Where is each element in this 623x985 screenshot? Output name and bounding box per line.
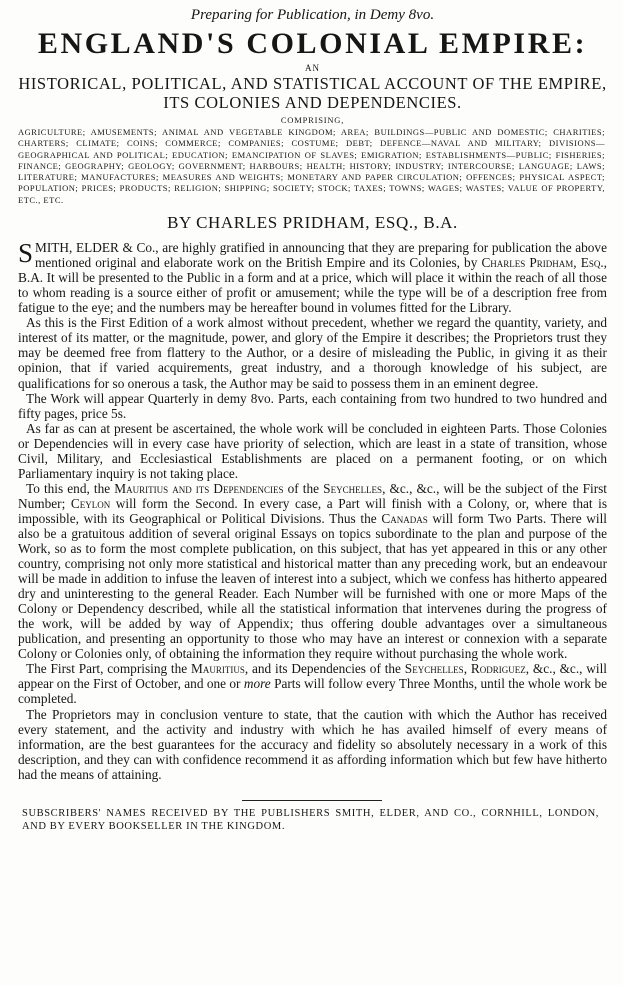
author-name: Charles Pridham, Esq.	[481, 255, 604, 271]
paragraph-6	[18, 661, 607, 706]
p5-text-e: will form Two Parts. There will also be a gratuitous addition of several original Essays on topics subordinate to the plan and purpose of the Work, so as to form the most complete publication, on this subject, that has yet appeared in this or any other country, comprising not only more statistical and historical matter than any preceding work, but an endeavour will be made in addition to infuse the leaven of interest into a subject, which we confess has hitherto appeared dry and uninteresting to the general Reader. Each Number will be furnished with one or more Maps of the Colony or Dependency described, while all the statistical information that intervenes during the progress of the work, will be added by way of Appendix; thus offering double advantages over a simultaneous publication, and presenting an opportunity to those who may have an interest or connexion with a separate Colony or Colonies only, of obtaining the information they require without purchasing the whole work.	[18, 510, 607, 662]
p5-canadas: Canadas	[381, 510, 428, 526]
comprising-line: COMPRISING,	[280, 115, 345, 125]
header	[18, 6, 607, 126]
author-line: BY CHARLES PRIDHAM, ESQ., B.A.	[167, 213, 458, 233]
p6-mauritius: Mauritius	[191, 661, 245, 677]
p5-text-d: will form the Second. In every case, a Part will finish with a Colony, or, where that is impossible, with its Geographical or Political Divisions. Thus the	[18, 495, 607, 526]
p6-rodriguez: Rodriguez	[470, 661, 526, 677]
paragraph-5	[18, 481, 607, 662]
p6-more: more	[243, 676, 271, 692]
p6-text-c: ,	[463, 661, 471, 677]
paragraph-2: As this is the First Edition of a work almost without precedent, whether we regard the quantity, variety, and interest of its matter, or the magnitude, power, and glory of the Empire it describes; the Proprietors trust they may be deemed free from flattery to the Author, or a desire of misleading the Public, in giving it as their opinion, that if varied acquirements, great industry, and a thorough knowledge of his subject, are qualifications for so onerous a task, the Author may be said to possess them in an eminent degree.	[18, 315, 607, 391]
paragraph-3: The Work will appear Quarterly in demy 8vo. Parts, each containing from two hundred to two hundred and fifty pages, price 5s.	[18, 390, 607, 421]
p5-seychelles: Seychelles	[323, 480, 383, 496]
p6-text-b: , and its Dependencies of the	[244, 661, 405, 677]
paragraph-4: As far as can at present be ascertained, the whole work will be concluded in eighteen Parts. Those Colonies or Dependencies will in every case have priority of selection, which are least in a state of transition, whose Civil, Military, and Ecclesiastical Establishments are placed on a permanent footing, or on which Parliamentary inquiry is not taking place.	[18, 420, 607, 481]
footer-rule	[242, 800, 382, 801]
p6-text-d: , &c., &c., will appear on the First of October, and one or	[18, 661, 607, 692]
announcement-body	[18, 240, 607, 782]
p6-text-a: The First Part, comprising the	[26, 661, 192, 677]
footer-note: SUBSCRIBERS' NAMES RECEIVED BY THE PUBLISHERS SMITH, ELDER, AND CO., CORNHILL, LONDON, AND BY EVERY BOOKSELLER IN THE KINGDOM.	[22, 807, 599, 832]
paragraph-1	[18, 240, 607, 315]
p5-ceylon: Ceylon	[70, 495, 111, 511]
p6-text-e: Parts will follow every Three Months, until the whole work be completed.	[18, 676, 608, 707]
p5-text-b: of the	[283, 480, 324, 496]
preparing-line: Preparing for Publication, in Demy 8vo.	[190, 7, 435, 23]
p5-text-a: To this end, the	[26, 480, 115, 496]
p5-mauritius: Mauritius and its Dependencies	[114, 480, 284, 496]
subtitle: HISTORICAL, POLITICAL, AND STATISTICAL ACCOUNT OF THE EMPIRE, ITS COLONIES AND DEPENDENCIES.	[18, 74, 607, 112]
p6-seychelles: Seychelles	[404, 661, 464, 677]
drop-cap: S	[18, 238, 34, 269]
p1-text-a: MITH, ELDER & Co., are highly gratified in announcing that they are preparing for publication the above mentioned original and elaborate work on the British Empire and its Colonies, by	[35, 240, 607, 271]
p5-text-c: , &c., &c., will be the subject of the First Number;	[18, 480, 607, 511]
paragraph-7: The Proprietors may in conclusion venture to state, that the caution with which the Author has received every statement, and the activity and industry with which he has availed himself of every means of information, are the best guarantees for the accuracy and fidelity so absolutely necessary in a work of this description, and they can with confidence recommend it as affording information which but few have hitherto had the means of attaining.	[18, 706, 607, 782]
an-line: AN	[305, 63, 320, 73]
page-title: ENGLAND'S COLONIAL EMPIRE:	[37, 27, 588, 60]
p1-text-b: , B.A. It will be presented to the Public in a form and at a price, which will place it within the reach of all those to whom reading is a source either of profit or amusement; while the type will be of a description free from fatigue to the eye; and the numbers may be hereafter bound in volumes fitted for the Library.	[18, 255, 607, 316]
topics-list: AGRICULTURE; AMUSEMENTS; ANIMAL AND VEGETABLE KINGDOM; AREA; BUILDINGS—PUBLIC AND DOMESTIC; CHARITIES; CHARTERS; CLIMATE; COINS; COMMERCE; COMPANIES; COSTUME; DEBT; DEFENCE—NAVAL AND MILITARY; DIVISIONS—GEOGRAPHICAL AND POLITICAL; EDUCATION; EMANCIPATION OF SLAVES; EMIGRATION; ESTABLISHMENTS—PUBLIC; FISHERIES; FINANCE; GEOGRAPHY; GEOLOGY; GOVERNMENT; HARBOURS; HEALTH; HISTORY; INDUSTRY; INTERCOURSE; LANGUAGE; LAWS; LITERATURE; MANUFACTURES; MEASURES AND WEIGHTS; MONETARY AND PAPER CIRCULATION; OFFENCES; PHYSICAL ASPECT; POPULATION; PRICES; PRODUCTS; RELIGION; SHIPPING; SOCIETY; STOCK; TAXES; TOWNS; WAGES; WASTES; VALUE OF PROPERTY, ETC., ETC.	[18, 127, 605, 205]
